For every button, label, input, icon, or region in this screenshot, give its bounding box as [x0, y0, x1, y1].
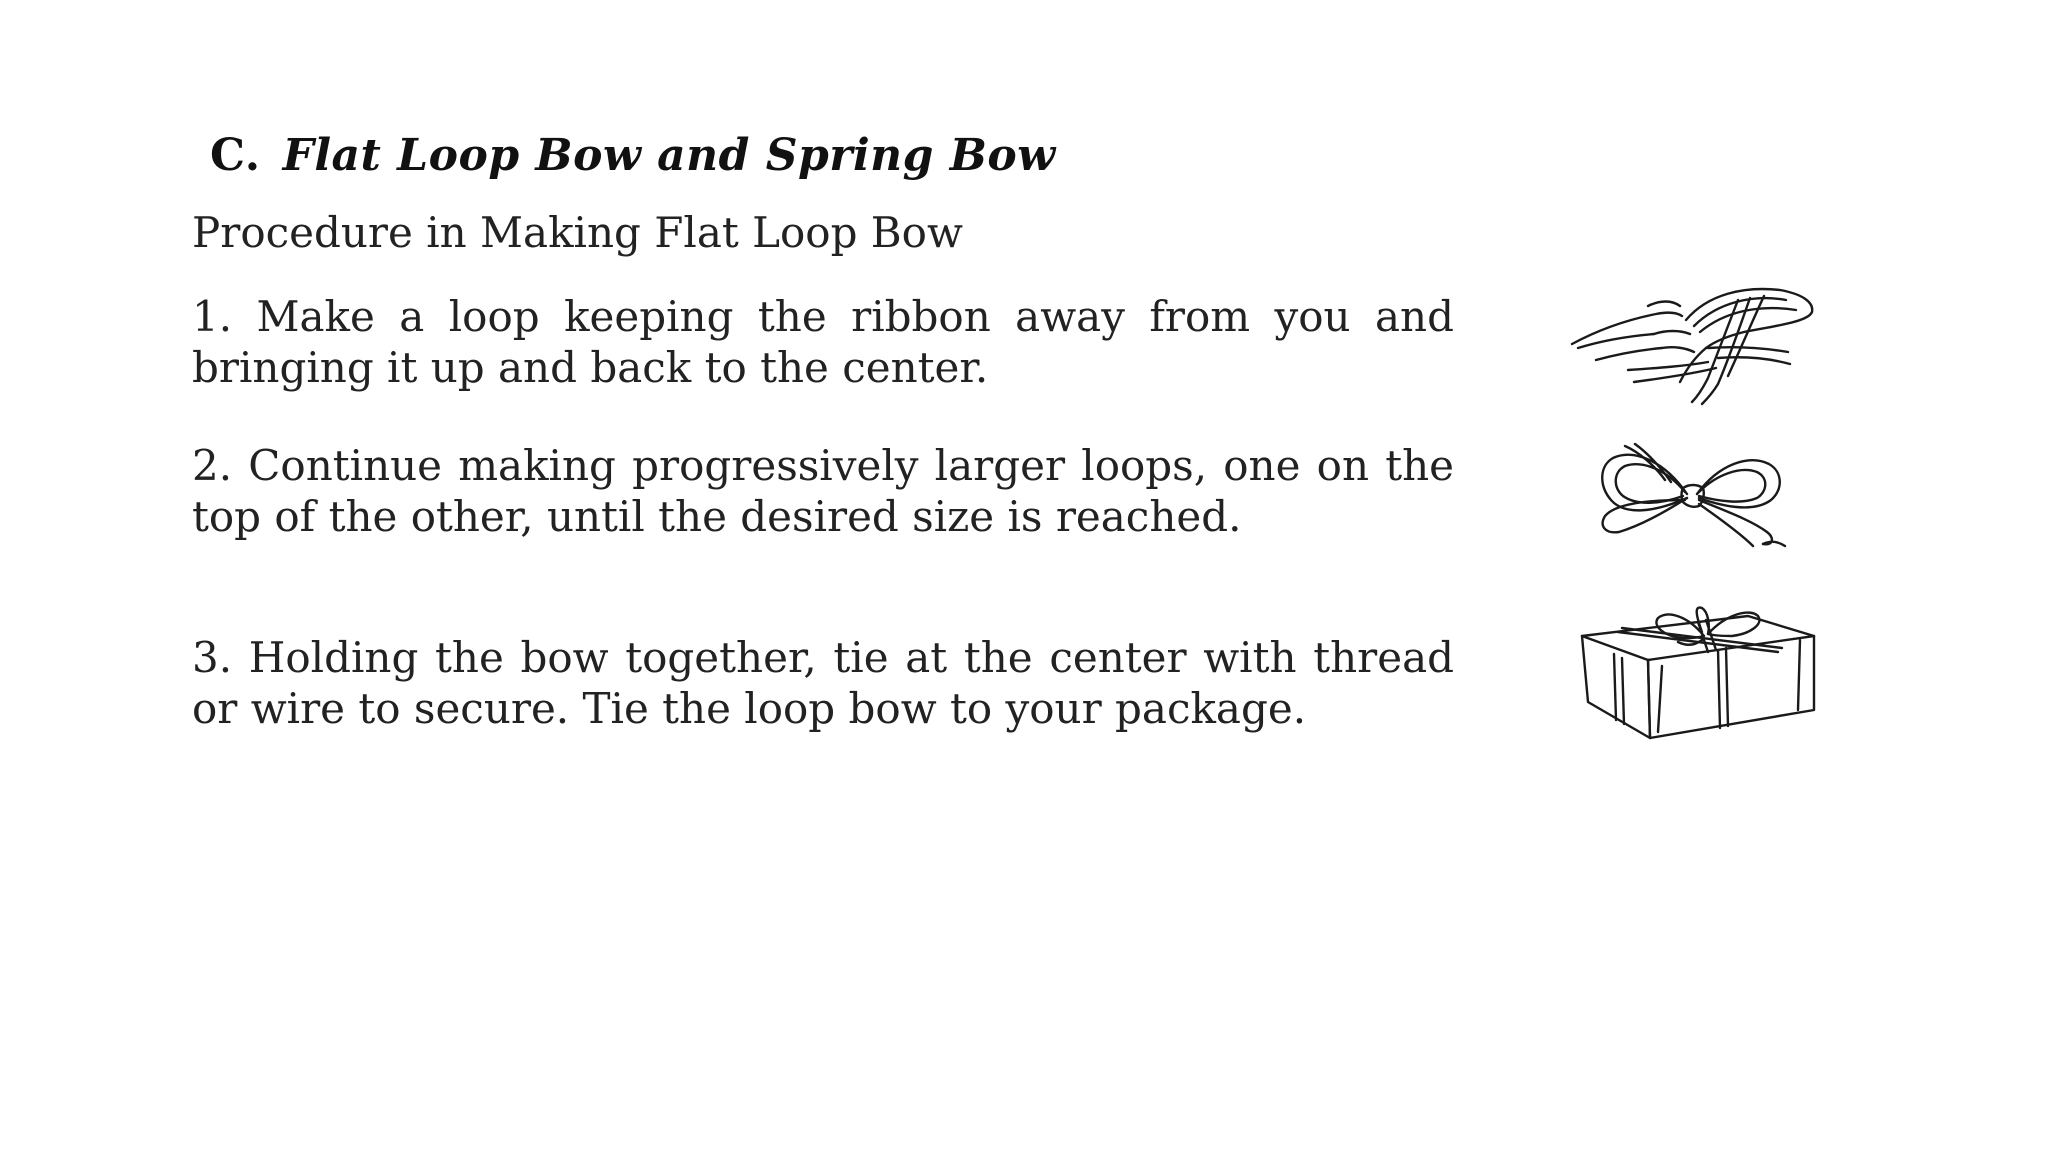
- flat-loop-bow-icon: [1595, 442, 1790, 550]
- wrapped-gift-box-icon: [1578, 606, 1818, 740]
- section-letter: C.: [210, 130, 261, 181]
- section-heading: [210, 130, 1056, 181]
- section-title: Flat Loop Bow and Spring Bow: [282, 130, 1056, 181]
- step-1-text: 1. Make a loop keeping the ribbon away from you and bringing it up and back to the center.: [192, 292, 1454, 392]
- step-3-text: 3. Holding the bow together, tie at the center with thread or wire to secure. Tie the loop bow to your package.: [192, 633, 1454, 733]
- procedure-title: Procedure in Making Flat Loop Bow: [192, 208, 963, 257]
- hand-forming-ribbon-loop-icon: [1568, 286, 1818, 406]
- step-2-text: 2. Continue making progressively larger loops, one on the top of the other, until the desired size is reached.: [192, 441, 1454, 541]
